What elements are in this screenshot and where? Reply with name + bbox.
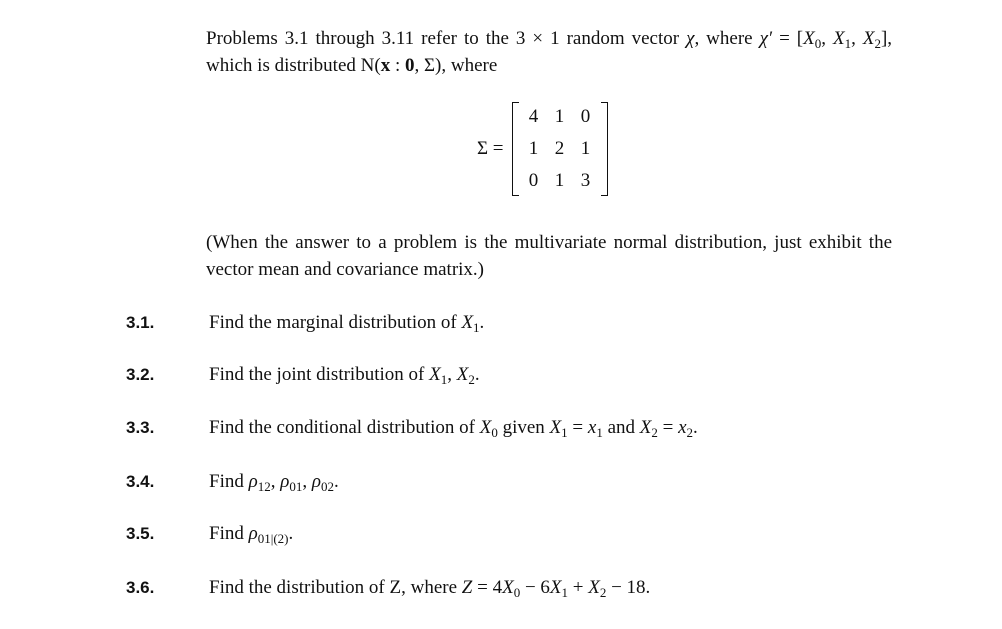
problem-text (209, 523, 293, 545)
matrix-cell: 1 (554, 170, 565, 191)
subscript: 1 (440, 372, 448, 387)
var: X (588, 577, 600, 598)
text: . (288, 523, 294, 544)
matrix-cell: 1 (528, 138, 539, 159)
var: X (549, 577, 562, 598)
problem-text (209, 417, 698, 439)
matrix-cell: 4 (528, 106, 539, 127)
text: = (657, 417, 679, 438)
var: X (549, 417, 562, 438)
var-x1: X (832, 28, 845, 49)
text: . (693, 417, 698, 438)
problem-3-1 (126, 309, 946, 337)
matrix-cell: 0 (528, 170, 539, 191)
problem-number: 3.3. (126, 418, 155, 437)
subscript: 12 (257, 479, 271, 494)
text: . (333, 471, 339, 492)
problem-text (209, 364, 480, 386)
var-x2: X (862, 28, 875, 49)
intro-text: , Σ), where (414, 55, 498, 76)
text: Find the marginal distribution of (209, 312, 462, 333)
sigma-matrix (477, 101, 608, 197)
matrix-grid (521, 101, 599, 197)
var: x (587, 417, 597, 438)
right-bracket (601, 102, 608, 196)
var: X (479, 417, 492, 438)
subscript: 2 (874, 36, 881, 51)
problem-number: 3.2. (126, 365, 155, 384)
subscript: 1 (561, 585, 569, 600)
text: , (270, 471, 281, 492)
text: , (302, 471, 312, 492)
intro-text: , (821, 28, 833, 49)
text: , (447, 364, 457, 385)
text: . (479, 312, 485, 333)
rho: ρ (248, 523, 258, 544)
subscript: 2 (686, 425, 694, 440)
problem-number: 3.1. (126, 313, 155, 332)
bold-x: x (380, 55, 391, 76)
text: = 4 (472, 577, 503, 598)
intro-text: Problems 3.1 through 3.11 refer to the 3 × 1 random vector (206, 28, 687, 49)
var: X (456, 364, 469, 385)
bold-zero: 0 (404, 55, 415, 76)
var: X (429, 364, 441, 385)
var-x0: X (803, 28, 815, 49)
text: Find the joint distribution of (209, 364, 430, 385)
problem-text (209, 471, 339, 493)
subscript: 1 (561, 425, 568, 440)
chi-prime-symbol: χ′ (759, 28, 773, 49)
text: Find (209, 471, 249, 492)
intro-text: , (851, 28, 863, 49)
chi-symbol: χ (686, 28, 695, 49)
subscript: 2 (651, 425, 658, 440)
subscript: 1 (473, 320, 480, 335)
text: Find the conditional distribution of (209, 417, 480, 438)
matrix-cell: 0 (580, 106, 591, 127)
subscript: 0 (491, 425, 498, 440)
var: X (461, 312, 474, 333)
problem-text (209, 577, 650, 599)
problem-text (209, 312, 484, 334)
problem-3-2 (126, 361, 946, 389)
intro-text: ], which is distributed N( (206, 28, 893, 76)
problem-3-4 (126, 468, 946, 496)
matrix-cell: 2 (554, 138, 565, 159)
rho: ρ (248, 471, 258, 492)
subscript: 1 (844, 36, 852, 51)
matrix-cell: 1 (554, 106, 565, 127)
text: given (497, 417, 550, 438)
text: − 6 (520, 577, 550, 598)
subscript: 01|(2) (257, 531, 289, 546)
rho: ρ (311, 471, 321, 492)
text: − 18. (606, 577, 651, 598)
text: = (567, 417, 588, 438)
text: Find (209, 523, 249, 544)
subscript: 2 (468, 372, 475, 387)
problem-3-3 (126, 414, 946, 442)
matrix-cell: 1 (580, 138, 591, 159)
subscript: 02 (320, 479, 334, 494)
intro-text: : (390, 55, 405, 76)
text: + (568, 577, 589, 598)
subscript: 0 (513, 585, 521, 600)
matrix-cell: 3 (580, 170, 591, 191)
subscript: 2 (599, 585, 607, 600)
note-paragraph: (When the answer to a problem is the multivariate normal distribution, just exhibit the vector mean and covariance matrix.) (206, 232, 892, 280)
intro-paragraph (206, 25, 892, 79)
problem-3-6 (126, 574, 946, 602)
subscript: 0 (814, 36, 822, 51)
problem-number: 3.6. (126, 578, 155, 597)
problem-3-5 (126, 520, 946, 548)
text: and (602, 417, 640, 438)
var: Z (461, 577, 473, 598)
subscript: 01 (289, 479, 303, 494)
sigma-label: Σ = (477, 138, 504, 159)
var: X (502, 577, 514, 598)
intro-text: , where (694, 28, 760, 49)
left-bracket (512, 102, 519, 196)
intro-text: = [ (772, 28, 804, 49)
problem-number: 3.4. (126, 472, 155, 491)
rho: ρ (280, 471, 290, 492)
problem-number: 3.5. (126, 524, 155, 543)
subscript: 1 (596, 425, 603, 440)
var: x (678, 417, 687, 438)
text: . (474, 364, 480, 385)
var: X (639, 417, 652, 438)
text: Find the distribution of Z, where (209, 577, 462, 598)
